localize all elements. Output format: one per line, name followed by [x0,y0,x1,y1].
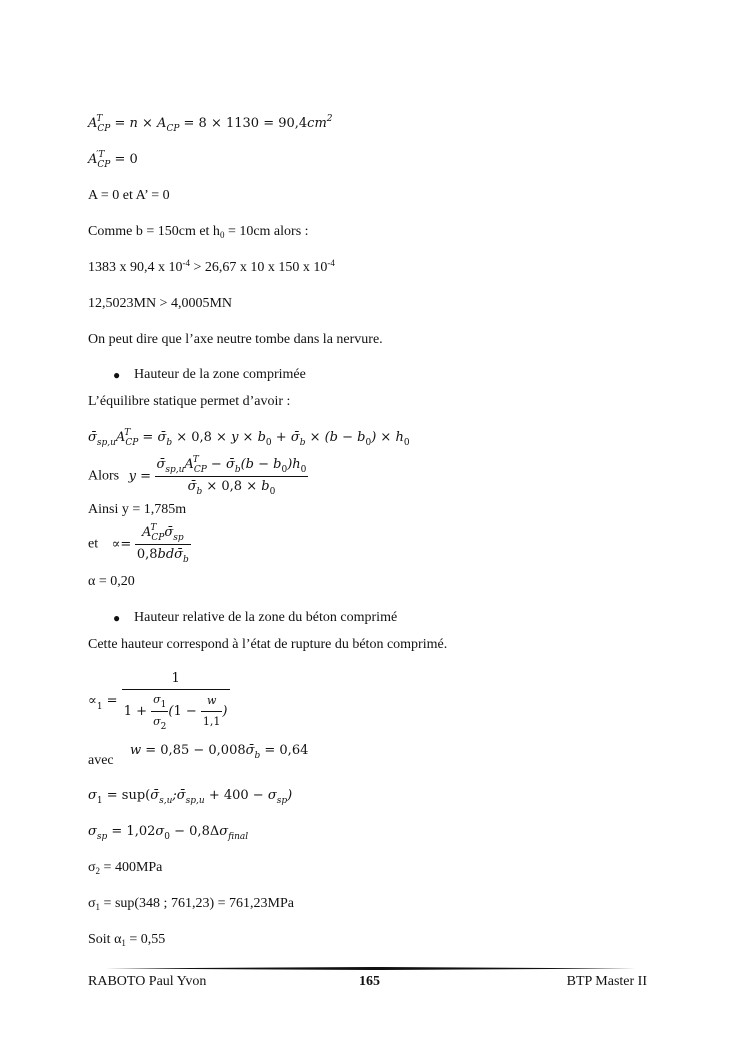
fraction-w-denominator: 1,1 [202,715,221,728]
equation-acp-total-unit: cm [307,116,327,131]
inequality-left: 1383 x 90,4 x 10 [88,260,183,275]
text-comme-pre: Comme b = 150cm et h [88,224,220,239]
equation-static-equilibrium: $\sigmā_{sp,u}A_{CP}^T$ = $\sigmā_b \times 0,8 \times y \times b_0$ + $\sigmā_b \times (b - b_0) \times h_0$ [88,428,410,448]
equation-w: $w = 0,85 - 0,008\sigmā_b = 0,64$ [130,743,309,761]
inequality-exp2: -4 [327,258,335,268]
text-sigma1-post: = sup(348 ; 761,23) = 761,23MPa [100,896,294,911]
bullet-icon: ● [113,368,121,382]
text-conclusion: On peut dire que l’axe neutre tombe dans la nervure. [88,332,383,347]
text-sigma1-sub: 1 [95,902,101,912]
footer-program: BTP Master II [566,974,647,989]
equation-sigma1-def: $\sigma_1$ = $sup(\sigmā_{s,u};\sigmā_{sp,u} + 400 - \sigma_{sp})$ [88,788,293,806]
text-sigma2-sub: 2 [95,866,101,876]
fraction-alpha: $\frac{A_{CP}^T \sigmā_{sp}}{0,8bd\sigmā_b}$ [136,523,189,565]
text-sigma1 [88,895,294,913]
text-ainsi: Ainsi y = 1,785m [88,502,187,517]
fraction-y: $\frac{\sigmā_{sp,u}A_{CP}^T - \sigmā_b(b - b_0)h_0}{\sigmā_b \times 0,8 \times b_0}$ [156,455,307,497]
text-avec: avec [88,753,114,768]
equation-acp-total-exponent: 2 [326,114,333,124]
text-inequality [88,259,335,277]
text-soit-sub: 1 [121,938,126,948]
equation-w-coef: = 0,85 − 0,008 [145,743,246,758]
text-inequality-result: 12,5023MN > 4,0005MN [88,296,233,311]
alors-label: Alors [88,468,120,484]
inequality-exp1: -4 [182,258,190,268]
text-sigma1-pre: σ [88,896,96,911]
text-sigma2-pre: σ [88,860,96,875]
equation-sigma-sp-eq: = 1,02 [111,824,156,839]
fraction-alpha-coef: 0,8 [136,547,158,562]
text-comme-sub: 0 [219,230,225,240]
text-equilibre: L’équilibre statique permet d’avoir : [88,394,291,409]
fraction-alpha1-paren: 1 − [173,704,197,719]
footer-author: RABOTO Paul Yvon [88,974,207,989]
equation-sigma-sp-coef: − 0,8Δ [174,824,220,839]
text-rupture: Cette hauteur correspond à l’état de rupture du béton comprimé. [88,637,448,652]
text-comme [88,223,309,241]
equation-alors: Alors y = $\frac{\sigmā_{sp,u}A_{CP}^T - \sigmā_b(b - b_0)h_0}{\sigmā_b \times 0,8 \times b_0}$ [88,455,307,497]
equation-sigma-sp: $\sigma_{sp} = 1,02\sigma_0 - 0,8\Delta\sigma_{final}$ [88,824,249,842]
equation-static-coef: × 0,8 × [176,430,227,445]
equation-acp-prime-value: = 0 [114,152,138,167]
inequality-mid: > 26,67 x 10 x 150 x 10 [190,260,328,275]
fraction-alpha1: 1 1 + $\frac{\sigma_1}{\sigma_2}$ (1 − $\frac{w}{1,1}$ ) [123,671,228,732]
fraction-alpha1-numerator: 1 [122,670,230,690]
equation-acp-total-value: = 8 × 1130 = 90,4 [183,116,308,131]
equation-acp-prime: $A_{CP}^{'T} = 0$ [88,150,138,170]
text-a-values: A = 0 et A’ = 0 [88,188,170,203]
equation-acp-total: $A_{CP}^T = n \times A_{CP} = 8 \times 1130 = 90,4cm^2$ [88,114,333,134]
fraction-alpha1-one: 1 + [123,704,148,719]
text-soit [88,931,165,949]
bullet-heading-1: Hauteur de la zone comprimée [134,367,306,382]
footer-divider [105,967,640,970]
equation-alpha1: $\propto_1$ = 1 1 + $\frac{\sigma_1}{\sigma_2}$ (1 − $\frac{w}{1,1}$ ) [88,671,228,732]
text-sigma2-post: = 400MPa [100,860,163,875]
equation-sigma1-plus: + 400 − [208,788,264,803]
text-soit-pre: Soit α [88,932,122,947]
equation-alpha: et ∝= $\frac{A_{CP}^T \sigmā_{sp}}{0,8bd\sigmā_b}$ [88,523,189,565]
text-comme-post: = 10cm alors : [224,224,309,239]
bullet-heading-2: Hauteur relative de la zone du béton comprimé [134,610,398,625]
fraction-y-denominator-coef: × 0,8 × [206,479,258,494]
text-sigma2 [88,859,162,877]
text-alpha-value: α = 0,20 [88,574,135,589]
footer-page-number: 165 [359,974,380,989]
bullet-icon: ● [113,611,121,625]
et-label: et [88,536,99,552]
equation-sigma1-sup: sup( [121,788,151,803]
equation-w-result: = 0,64 [264,743,309,758]
text-soit-post: = 0,55 [125,932,166,947]
